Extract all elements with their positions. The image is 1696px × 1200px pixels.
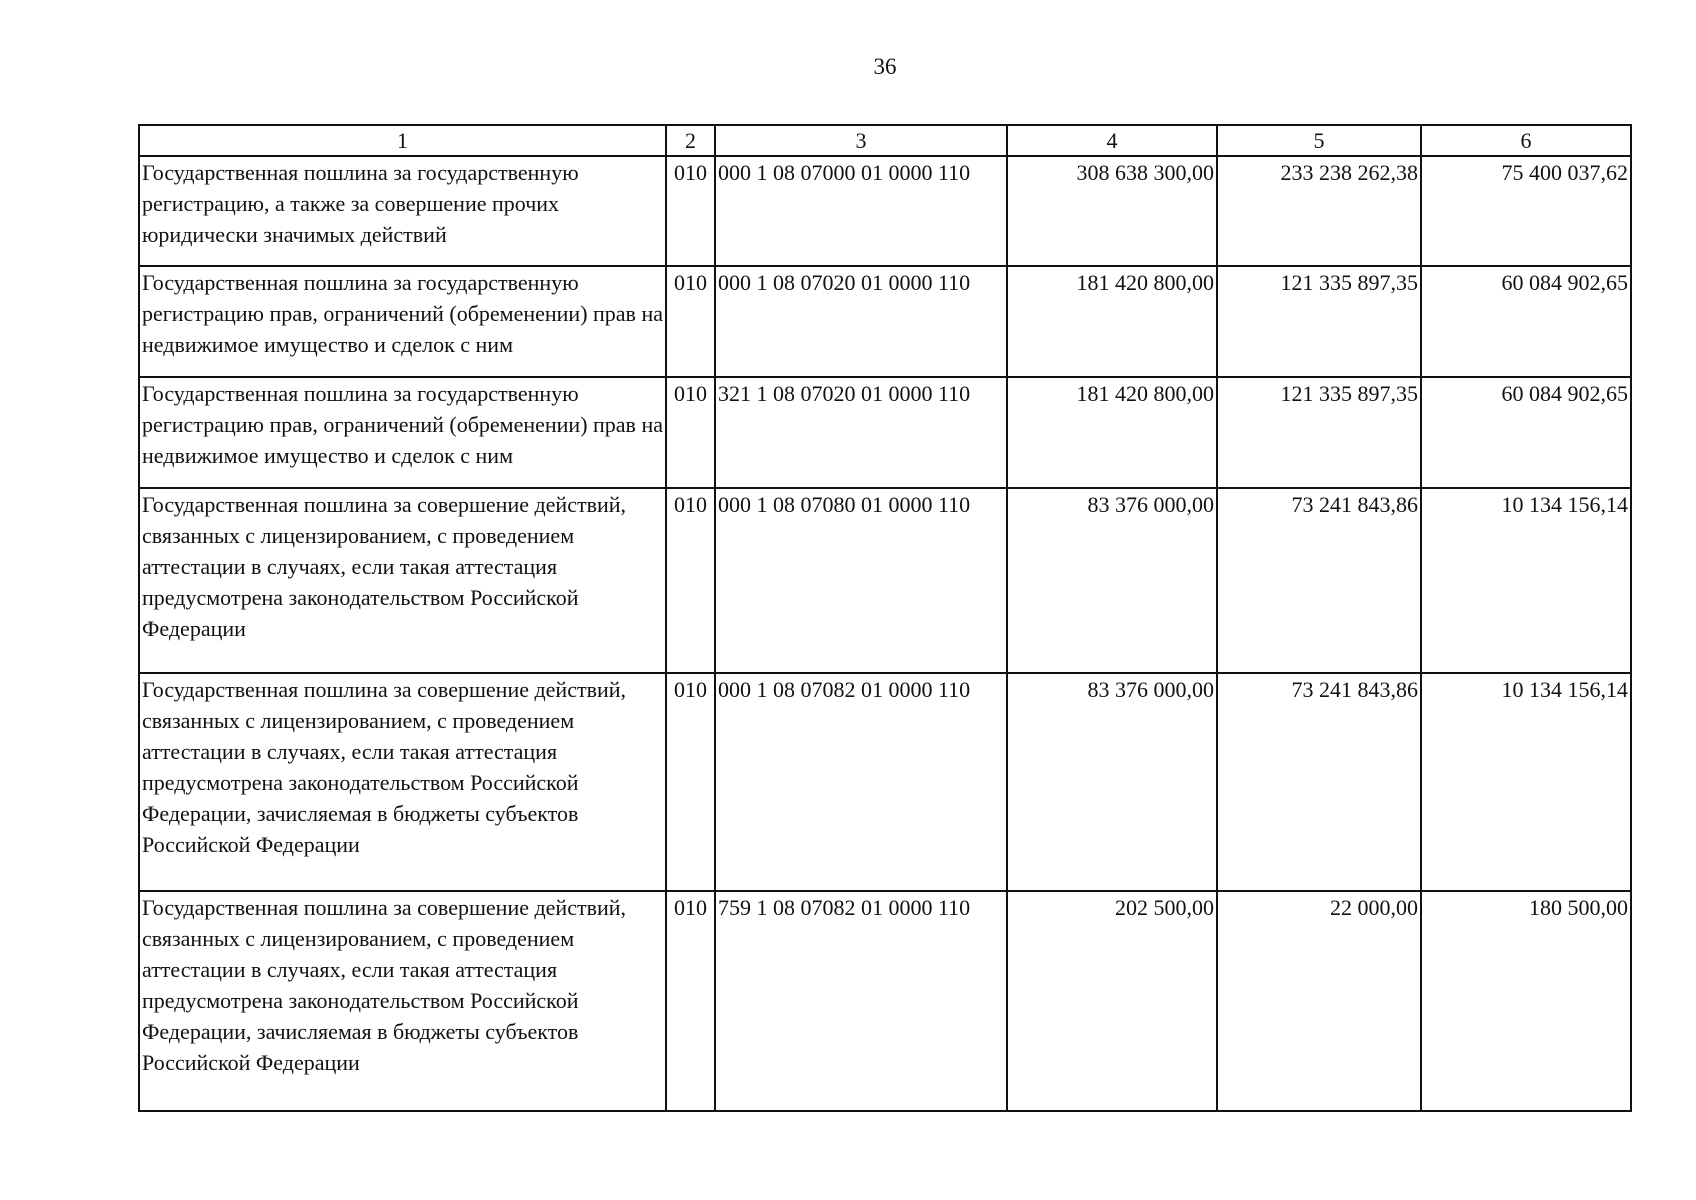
column-header-code: 3 [715,125,1007,156]
row-budget-code: 000 1 08 07082 01 0000 110 [715,673,1007,891]
row-planned: 181 420 800,00 [1007,266,1217,377]
row-remaining: 180 500,00 [1421,891,1631,1111]
row-planned: 308 638 300,00 [1007,156,1217,266]
table-row [139,156,1631,266]
row-executed: 73 241 843,86 [1217,673,1421,891]
table-row [139,488,1631,673]
row-remaining: 10 134 156,14 [1421,488,1631,673]
row-executed: 121 335 897,35 [1217,377,1421,488]
row-admin-code: 010 [666,377,715,488]
column-header-remaining: 6 [1421,125,1631,156]
table-row [139,377,1631,488]
row-name: Государственная пошлина за государственную регистрацию прав, ограничений (обременении) прав на недвижимое имущество и сделок с ним [139,266,666,377]
row-admin-code: 010 [666,488,715,673]
row-admin-code: 010 [666,673,715,891]
table-header-row [139,125,1631,156]
row-executed: 73 241 843,86 [1217,488,1421,673]
table-row [139,891,1631,1111]
row-name: Государственная пошлина за совершение действий, связанных с лицензированием, с проведением аттестации в случаях, если такая аттестация предусмотрена законодательством Российской Федерации, зачисляемая в бюджеты субъектов Российской Федерации [139,673,666,891]
column-header-name: 1 [139,125,666,156]
row-budget-code: 000 1 08 07080 01 0000 110 [715,488,1007,673]
column-header-admin: 2 [666,125,715,156]
row-budget-code: 321 1 08 07020 01 0000 110 [715,377,1007,488]
row-admin-code: 010 [666,266,715,377]
row-remaining: 75 400 037,62 [1421,156,1631,266]
row-name: Государственная пошлина за совершение действий, связанных с лицензированием, с проведением аттестации в случаях, если такая аттестация предусмотрена законодательством Российской Федерации [139,488,666,673]
row-remaining: 10 134 156,14 [1421,673,1631,891]
row-planned: 83 376 000,00 [1007,673,1217,891]
page-number: 36 [873,54,897,79]
row-planned: 202 500,00 [1007,891,1217,1111]
row-budget-code: 000 1 08 07000 01 0000 110 [715,156,1007,266]
column-header-planned: 4 [1007,125,1217,156]
row-name: Государственная пошлина за государственную регистрацию, а также за совершение прочих юридически значимых действий [139,156,666,266]
table-row [139,266,1631,377]
row-budget-code: 759 1 08 07082 01 0000 110 [715,891,1007,1111]
row-planned: 181 420 800,00 [1007,377,1217,488]
row-remaining: 60 084 902,65 [1421,266,1631,377]
row-budget-code: 000 1 08 07020 01 0000 110 [715,266,1007,377]
row-name: Государственная пошлина за совершение действий, связанных с лицензированием, с проведением аттестации в случаях, если такая аттестация предусмотрена законодательством Российской Федерации, зачисляемая в бюджеты субъектов Российской Федерации [139,891,666,1111]
revenue-table [138,124,1632,1112]
row-admin-code: 010 [666,156,715,266]
column-header-executed: 5 [1217,125,1421,156]
row-admin-code: 010 [666,891,715,1111]
row-executed: 121 335 897,35 [1217,266,1421,377]
row-executed: 22 000,00 [1217,891,1421,1111]
row-planned: 83 376 000,00 [1007,488,1217,673]
row-remaining: 60 084 902,65 [1421,377,1631,488]
row-executed: 233 238 262,38 [1217,156,1421,266]
table-row [139,673,1631,891]
row-name: Государственная пошлина за государственную регистрацию прав, ограничений (обременении) прав на недвижимое имущество и сделок с ним [139,377,666,488]
